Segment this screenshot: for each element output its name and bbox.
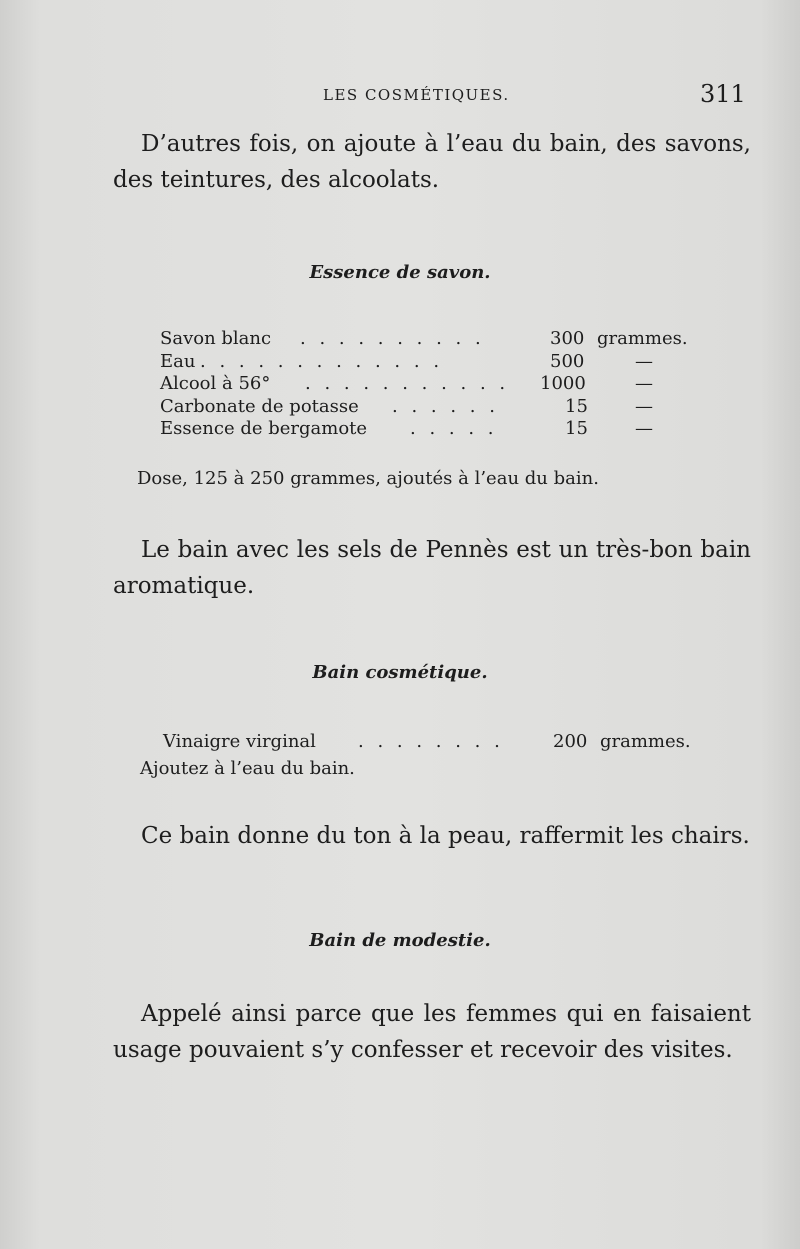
paragraph-modesty-bath: Appelé ainsi parce que les femmes qui en faisaient usage pouvaient s’y confesser et recevoir des visites. — [113, 1001, 751, 1063]
recipe-essence-de-savon — [160, 328, 720, 441]
recipe-row — [160, 328, 720, 351]
leader-dots: . . . . . . — [392, 395, 499, 417]
ingredient-unit: — — [635, 418, 653, 439]
recipe-title-bain-de-modestie: Bain de modestie. — [309, 930, 491, 951]
ingredient-name: Essence de bergamote — [160, 418, 368, 439]
ingredient-unit: — — [635, 373, 653, 394]
leader-dots: . . . . . — [410, 418, 498, 439]
ingredient-quantity: 300 — [550, 328, 585, 349]
ingredient-name: Carbonate de potasse — [160, 395, 359, 417]
leader-dots: . . . . . . . . — [358, 731, 504, 752]
recipe-title-bain-cosmetique: Bain cosmétique. — [312, 662, 488, 683]
leader-dots: . . . . . . . . . . — [300, 328, 485, 349]
ingredient-quantity: 500 — [550, 350, 585, 372]
recipe-row — [163, 731, 723, 754]
paragraph-bath-effect: Ce bain donne du ton à la peau, raffermit les chairs. — [141, 823, 750, 849]
ingredient-unit: grammes. — [597, 328, 688, 349]
ingredient-quantity: 1000 — [540, 373, 586, 394]
ingredient-quantity: 15 — [565, 418, 588, 439]
recipe-row — [160, 396, 720, 419]
ingredient-name: Savon blanc — [160, 328, 272, 349]
recipe-bain-cosmetique — [163, 731, 723, 754]
recipe-dose-note: Dose, 125 à 250 grammes, ajoutés à l’eau du bain. — [137, 468, 599, 489]
page-header — [0, 80, 800, 110]
leader-dots: . . . . . . . . . . . . . — [200, 350, 444, 372]
running-head: LES COSMÉTIQUES. — [323, 86, 510, 104]
ingredient-unit: grammes. — [600, 731, 691, 752]
page-number: 311 — [700, 80, 746, 108]
ingredient-name: Alcool à 56° — [160, 373, 271, 394]
recipe-row — [160, 418, 720, 441]
paragraph-bath-additions: D’autres fois, on ajoute à l’eau du bain, des savons, des teintures, des alcoolats. — [113, 131, 751, 193]
leader-dots: . . . . . . . . . . . — [305, 373, 510, 394]
recipe-instruction-note: Ajoutez à l’eau du bain. — [140, 758, 355, 779]
ingredient-quantity: 200 — [553, 731, 588, 752]
ingredient-unit: — — [635, 350, 653, 372]
ingredient-unit: — — [635, 395, 653, 417]
recipe-row — [160, 351, 720, 374]
ingredient-quantity: 15 — [565, 395, 588, 417]
recipe-title-essence-de-savon: Essence de savon. — [309, 262, 491, 283]
recipe-row — [160, 373, 720, 396]
paragraph-pennes-salts: Le bain avec les sels de Pennès est un très-bon bain aromatique. — [113, 537, 751, 599]
ingredient-name: Eau — [160, 350, 196, 372]
ingredient-name: Vinaigre virginal — [163, 731, 316, 752]
